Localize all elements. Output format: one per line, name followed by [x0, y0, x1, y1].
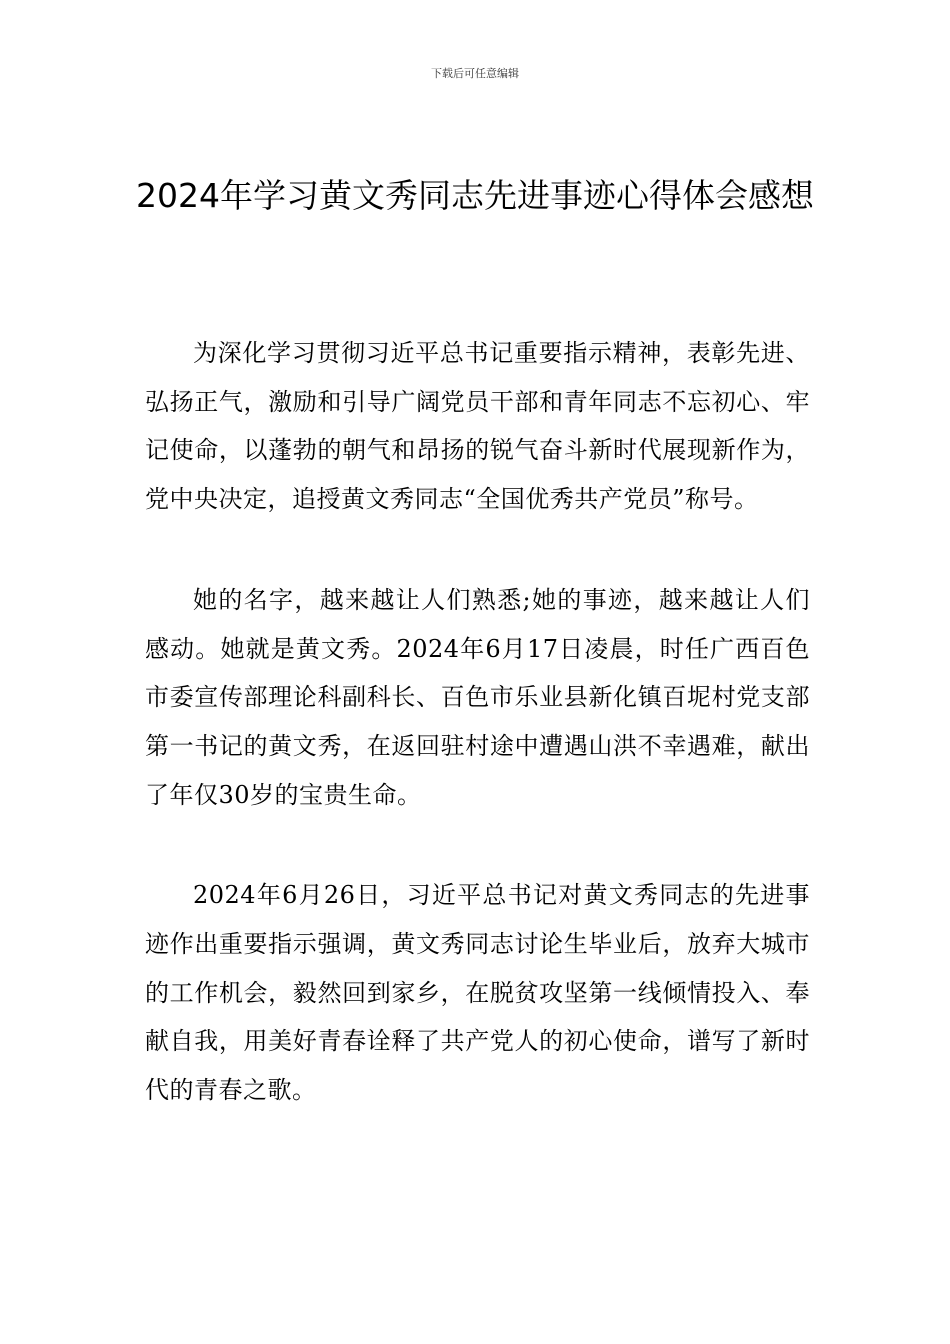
document-title: 2024年学习黄文秀同志先进事迹心得体会感想 — [136, 176, 814, 215]
header-note: 下载后可任意编辑 — [431, 67, 519, 80]
paragraph: 为深化学习贯彻习近平总书记重要指示精神，表彰先进、弘扬正气，激励和引导广阔党员干部和青年同志不忘初心、牢记使命，以蓬勃的朝气和昂扬的锐气奋斗新时代展现新作为，党中央决定，追授黄文秀同志“全国优秀共产党员”称号。 — [145, 339, 810, 514]
paragraph: 她的名字，越来越让人们熟悉;她的事迹，越来越让人们感动。她就是黄文秀。2024年6月17日凌晨，时任广西百色市委宣传部理论科副科长、百色市乐业县新化镇百坭村党支部第一书记的黄文秀，在返回驻村途中遭遇山洪不幸遇难，献出了年仅30岁的宝贵生命。 — [145, 585, 810, 809]
document-body — [145, 329, 810, 1167]
paragraph: 2024年6月26日，习近平总书记对黄文秀同志的先进事迹作出重要指示强调，黄文秀同志讨论生毕业后，放弃大城市的工作机会，毅然回到家乡，在脱贫攻坚第一线倾情投入、奉献自我，用美好青春诠释了共产党人的初心使命，谱写了新时代的青春之歌。 — [145, 881, 810, 1105]
